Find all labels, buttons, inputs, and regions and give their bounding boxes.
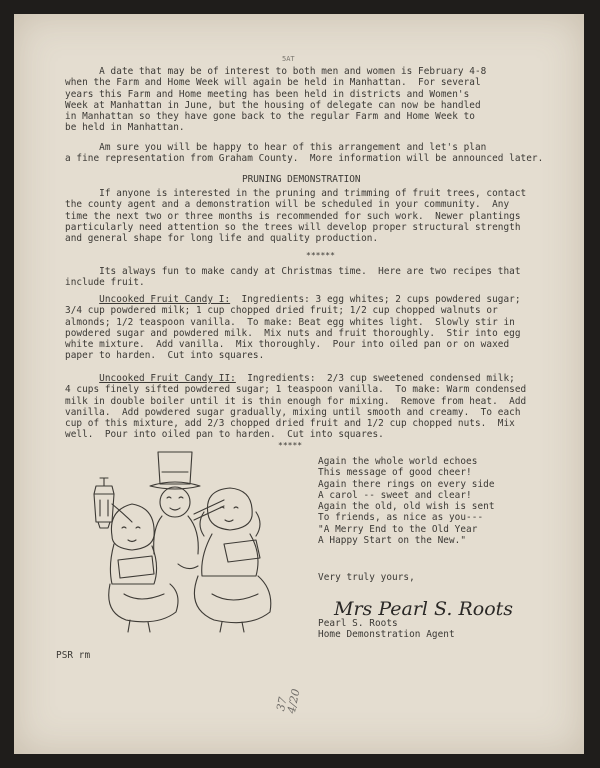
text-line: Its always fun to make candy at Christmas time. Here are two recipes that [65, 266, 521, 277]
recipe-1-first-line: Ingredients: 3 egg whites; 2 cups powdered sugar; [230, 294, 521, 305]
letter-page [14, 14, 584, 754]
text-line: be held in Manhattan. [65, 122, 185, 134]
poem-line: Again there rings on every side [318, 478, 495, 490]
poem-line: A carol -- sweet and clear! [318, 489, 472, 501]
text-line: time the next two or three months is recommended for such work. Newer plantings [65, 210, 521, 222]
text-line: paper to harden. Cut into squares. [65, 350, 265, 362]
paragraph-graham-county [65, 142, 543, 165]
text-line: If anyone is interested in the pruning and trimming of fruit trees, contact [65, 188, 527, 199]
recipe-2-first-line: Ingredients: 2/3 cup sweetened condensed milk; [235, 373, 515, 384]
text-line: well. Pour into oiled pan to harden. Cut into squares. [65, 429, 384, 441]
header-stamp: 5AT [282, 55, 295, 63]
typist-initials: PSR rm [56, 650, 91, 661]
recipe-2-title: Uncooked Fruit Candy II: [99, 373, 236, 384]
heading-pruning: PRUNING DEMONSTRATION [242, 174, 361, 185]
text-line: in Manhattan so they have gone back to the regular Farm and Home Week to [65, 111, 475, 123]
text-line: when the Farm and Home Week will again be held in Manhattan. For several [65, 77, 481, 89]
carolers-illustration [74, 444, 274, 634]
paragraph-candy-intro [65, 266, 521, 289]
text-line: powdered sugar and powdered milk. Mix nuts and fruit thoroughly. Stir into egg [65, 327, 521, 339]
text-line: and general shape for long life and quality production. [65, 233, 379, 245]
divider-stars-2: ***** [278, 441, 303, 450]
signer-title: Home Demonstration Agent [318, 629, 455, 641]
handwritten-signature: Mrs Pearl S. Roots [334, 598, 514, 620]
paragraph-pruning [65, 188, 526, 244]
closing: Very truly yours, [318, 572, 415, 583]
text-line: white mixture. Add vanilla. Mix thoroughly. Pour into oiled pan or on waxed [65, 339, 510, 351]
text-line: milk in double boiler until it is thin enough for mixing. Remove from heat. Add [65, 395, 527, 407]
text-line: 4 cups finely sifted powdered sugar; 1 teaspoon vanilla. To make: Warm condensed [65, 384, 527, 396]
paragraph-farm-home-week [65, 66, 486, 134]
text-line: A date that may be of interest to both men and women is February 4-8 [65, 66, 487, 77]
text-line: the county agent and a demonstration will be scheduled in your community. Any [65, 199, 510, 211]
poem-line: Again the whole world echoes [318, 456, 478, 467]
divider-stars-1: ****** [306, 251, 335, 260]
text-line: Am sure you will be happy to hear of this arrangement and let's plan [65, 142, 487, 153]
holiday-poem [318, 456, 495, 546]
recipe-2-body [65, 384, 526, 440]
poem-line: This message of good cheer! [318, 467, 472, 479]
text-line: cup of this mixture, add 2/3 chopped dried fruit and 1/2 cup chopped nuts. Mix [65, 418, 515, 430]
poem-line: To friends, as nice as you--- [318, 512, 484, 524]
signer-name: Pearl S. Roots [318, 618, 398, 629]
recipe-2 [65, 373, 515, 384]
pencil-note: 37 4/20 [274, 687, 303, 715]
text-line: include fruit. [65, 277, 145, 289]
poem-line: Again the old, old wish is sent [318, 501, 495, 513]
text-line: a fine representation from Graham County. More information will be announced later. [65, 153, 544, 165]
text-line: years this Farm and Home meeting has been held in districts and Women's [65, 88, 470, 100]
text-line: vanilla. Add powdered sugar gradually, mixing until smooth and creamy. To each [65, 406, 521, 418]
text-line: particularly need attention so the trees will develop proper structural strength [65, 221, 521, 233]
recipe-1-body [65, 305, 521, 361]
poem-line: A Happy Start on the New." [318, 535, 467, 547]
text-line: almonds; 1/2 teaspoon vanilla. To make: Beat egg whites light. Slowly stir in [65, 316, 515, 328]
recipe-1-title: Uncooked Fruit Candy I: [99, 294, 231, 305]
text-line: Week at Manhattan in June, but the housing of delegate can now be handled [65, 99, 481, 111]
recipe-1 [65, 294, 521, 305]
poem-line: "A Merry End to the Old Year [318, 523, 478, 535]
text-line: 3/4 cup powdered milk; 1 cup chopped dried fruit; 1/2 cup chopped walnuts or [65, 305, 498, 317]
